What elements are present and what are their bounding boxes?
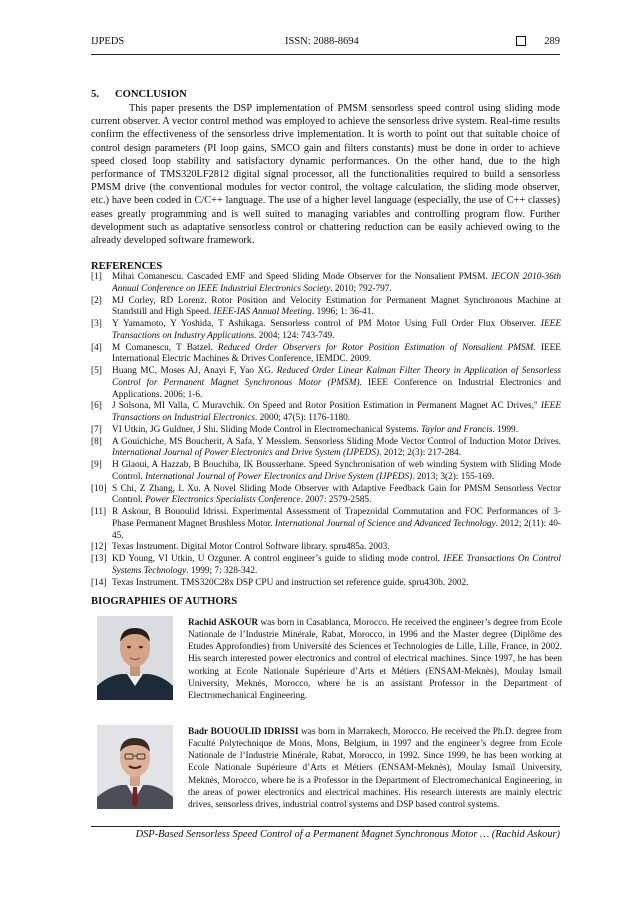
checkbox-square-icon <box>516 36 526 46</box>
reference-item: [13] KD Young, VI Utkin, U Ozguner. A control engineer’s guide to sliding mode control. IEEE Transactions On Control Systems Technology. 1999; 7: 328-342. <box>91 554 561 576</box>
reference-item: [9] H Glaoui, A Hazzab, B Bouchiba, IK Bousserhane. Speed Synchronisation of web winding System with Sliding Mode Control. International Journal of Power Electronics and Drive System (IJPEDS). 2013; 3(2): 155-169. <box>91 460 561 482</box>
header-rule <box>91 54 560 55</box>
references-heading: REFERENCES <box>91 261 163 272</box>
reference-item: [2] MJ Corley, RD Lorenz. Rotor Position and Velocity Estimation for Permanent Magnet Synchronous Machine at Standstill and High Speed. IEEE-IAS Annual Meeting. 1996; 1: 36-41. <box>91 295 561 318</box>
reference-item: [12] Texas Instrument. Digital Motor Control Software library. spru485a. 2003. <box>91 542 390 553</box>
author-name: Rachid ASKOUR <box>188 618 259 628</box>
author-photo <box>97 616 173 700</box>
section-title: CONCLUSION <box>115 89 187 100</box>
reference-item: [14] Texas Instrument. TMS320C28x DSP CPU and instruction set reference guide. spru430b. 2002. <box>91 577 469 588</box>
author-photo <box>97 725 173 809</box>
reference-item: [4] M Comanescu, T Batzel. Reduced Order Observers for Rotor Position Estimation of Nonsalient PMSM. IEEE International Electric Machines & Drives Conference, IEMDC. 2009. <box>91 342 561 365</box>
page-number: 289 <box>544 36 560 47</box>
reference-item: [5] Huang MC, Moses AJ, Anayi F, Yao XG. Reduced Order Linear Kalman Filter Theory in Application of Sensorless Control for Permanent Magnet Synchronous Motor (PMSM). IEEE Conference on Industrial Electronics and Applications. 2006; 1-6. <box>91 366 562 400</box>
issn: ISSN: 2088-8694 <box>285 36 359 47</box>
reference-item: [1] Mihai Comanescu. Cascaded EMF and Speed Sliding Mode Observer for the Nonsalient PMSM. IECON 2010-36th Annual Conference on IEEE Industrial Electronics Society. 2010; 792-797. <box>91 272 561 294</box>
biographies-heading: BIOGRAPHIES OF AUTHORS <box>91 596 238 607</box>
author-name: Badr BOUOULID IDRISSI <box>188 727 299 737</box>
conclusion-heading <box>91 89 187 100</box>
conclusion-paragraph: This paper presents the DSP implementation of PMSM sensorless speed control using sliding mode current observer. A vector control method was employed to achieve the sensorless drive system. Real-time results confirm the effectiveness of the sensorless drive implementation. It is worth to point out that suitable choice of control design parameters (PI loop gains, SMCO gain and filters constants) must be done in order to achieve speed closed loop stability and satisfactory dynamic performances. On the other hand, due to the high performance of TMS320LF2812 digital signal processor, all the functionalities required to build a sensorless PMSM drive (the conventional modules for vector control, the voltage calculation, the sliding mode observer, etc.) have been coded in C/C++ language. The use of a higher level language (especially, the use of C++ classes) eases greatly programming and is well suited to managing variables and controlling program flow. Further development such as adaptative sensorless control or chattering reduction can be easily achieved owing to the already developed software framework. <box>91 103 560 247</box>
reference-list <box>91 272 561 589</box>
journal-name: IJPEDS <box>91 36 125 47</box>
section-number: 5. <box>91 89 99 100</box>
running-header <box>91 33 560 53</box>
reference-item: [3] Y Yamamoto, Y Yoshida, T Ashikaga. Sensorless control of PM Motor Using Full Order Flux Observer. IEEE Transactions on Industry Applications. 2004; 124: 743-749. <box>91 319 561 341</box>
reference-item: [11] R Askour, B Bououlid Idrissi. Experimental Assessment of Trapezoidal Commutation and FOC Performances of 3-Phase Permanent Magnet Brushless Motor. International Journal of Science and Advanced Technology. 2012; 2(11): 40-45. <box>91 507 562 541</box>
running-footer: DSP-Based Sensorless Speed Control of a Permanent Magnet Synchronous Motor … (Rachid Askour) <box>135 829 560 840</box>
author-bio: Badr BOUOULID IDRISSI was born in Marrakech, Morocco. He received the Ph.D. degree from Faculté Polytechnique de Mons, Mons, Belgium, in 1997 and the engineer’s degree from Ecole Nationale de l’Industrie Minérale, Rabat, Morocco, in 1992. Since 1999, he has been working at Ecole Nationale Supérieure d’Arts et Métiers (ENSAM-Meknès), Moulay Ismaïl University, Meknès, Morocco, where he is a Professor in the Department of Electromechanical Engineering, in the areas of power electronics and electrical machines. His research interests are mainly electric drives, sensorless drives, industrial control systems and DSP based control systems. <box>188 727 562 810</box>
author-bio: Rachid ASKOUR was born in Casablanca, Morocco. He received the engineer’s degree from Ecole Nationale de l’Industrie Minérale, Rabat, Morocco, in 1996 and the Master degree (Diplôme des Etudes Approfondies) from Université des Sciences et Technologies de Lille, Lille, France, in 2002. His search interested power electronics and control of electrical machines. Since 1997, he has been working at Ecole Nationale Supérieure d’Arts et Métiers (ENSAM-Meknès), Moulay Ismaïl University, Meknès, Morocco, where he is an assistant Professor in the Department of Electromechanical Engineering. <box>188 618 562 701</box>
reference-item: [6] J Solsona, MI Valla, C Muravchik. On Speed and Rotor Position Estimation in Permanent Magnet AC Drives," IEEE Transactions on Industrial Electronics. 2000; 47(5): 1176-1180. <box>91 401 561 423</box>
reference-item: [7] VI Utkin, JG Guldner, J Shi. Sliding Mode Control in Electromechanical Systems. Taylor and Francis. 1999. <box>91 424 519 435</box>
reference-item: [8] A Gouichiche, MS Boucherit, A Safa, Y Messlem. Sensorless Sliding Mode Vector Control of Induction Motor Drives. International Journal of Power Electronics and Drive System (IJPEDS). 2012; 2(3): 217-284. <box>91 436 561 459</box>
reference-item: [10] S Chi, Z Zhang, L Xu. A Novel Sliding Mode Observer with Adaptive Feedback Gain for PMSM Sensorless Vector Control. Power Electronics Specialists Conference. 2007: 2579-2585. <box>91 483 561 506</box>
footer-rule <box>91 826 560 827</box>
